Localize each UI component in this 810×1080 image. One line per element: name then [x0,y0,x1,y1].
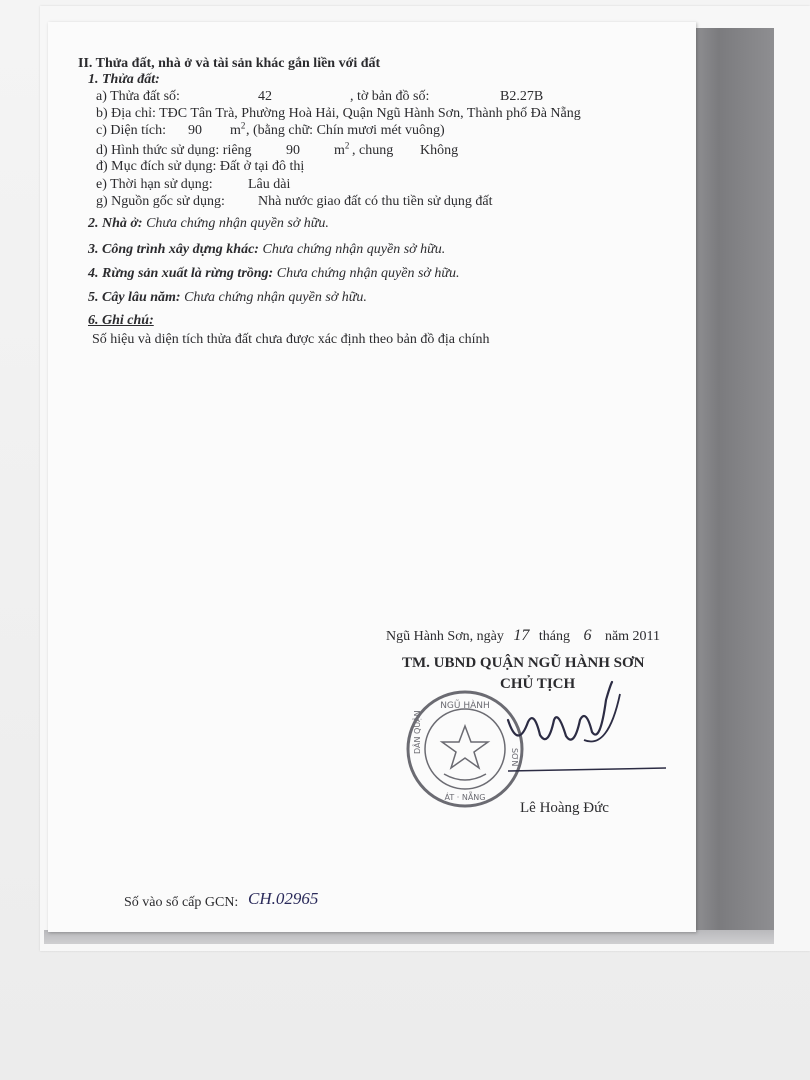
usage-private-unit: $m^2$ [334,140,350,158]
usage-form-label: d) Hình thức sử dụng: riêng [96,143,252,158]
parcel-number-value: 42 [258,89,272,104]
svg-text:ÁT · NẴNG: ÁT · NẴNG [444,793,486,802]
land-parcel-row [96,89,180,105]
signing-month: 6 [583,627,592,644]
svg-text:SƠN: SƠN [510,748,519,767]
land-title: 1. Thửa đất: [88,72,160,87]
usage-origin-value: Nhà nước giao đất có thu tiền sử dụng đất [258,194,493,209]
signing-month-label: tháng [538,629,570,644]
signing-date-row [386,628,660,645]
authority-title: TM. UBND QUẬN NGŨ HÀNH SƠN [402,655,645,671]
area-unit: $m^2$ [230,120,246,138]
house-row [88,216,329,232]
usage-origin-label: g) Nguồn gốc sử dụng: [96,194,225,209]
signature-underline [508,765,668,775]
usage-private-value: 90 [286,143,300,158]
notes-title: 6. Ghi chú: [88,313,154,328]
trees-row [88,290,367,306]
trees-value: Chưa chứng nhận quyền sở hữu. [184,290,367,305]
construction-value: Chưa chứng nhận quyền sở hữu. [262,242,446,257]
signer-name: Lê Hoàng Đức [520,800,609,816]
registry-value: CH.02965 [248,889,319,908]
svg-text:NGŨ HÀNH: NGŨ HÀNH [440,701,490,711]
forest-row [88,266,460,282]
construction-row [88,242,445,258]
signing-place: Ngũ Hành Sơn, ngày [386,629,504,644]
parcel-number-label: a) Thửa đất số: [96,89,180,104]
map-sheet-value: B2.27B [500,89,544,104]
forest-title: 4. Rừng sản xuất là rừng trồng: [88,266,274,281]
forest-value: Chưa chứng nhận quyền sở hữu. [276,266,460,281]
signing-day: 17 [513,627,530,644]
svg-text:DÂN QUẬN: DÂN QUẬN [413,710,422,754]
house-title: 2. Nhà ở: [88,216,143,231]
registry-label: Số vào sổ cấp GCN: [124,895,239,910]
usage-term-label: e) Thời hạn sử dụng: [96,177,213,192]
map-sheet-label: , tờ bản đồ số: [350,89,430,104]
area-label: c) Diện tích: [96,123,166,138]
bottom-edge-shadow [44,930,774,944]
usage-purpose-row: đ) Mục đích sử dụng: Đất ở tại đô thị [96,159,305,174]
usage-term-value: Lâu dài [248,177,291,192]
usage-shared-label: , chung [352,143,394,158]
area-in-words: , (bằng chữ: Chín mươi mét vuông) [246,123,445,138]
area-value: 90 [188,123,202,138]
chairman-role: CHỦ TỊCH [500,676,576,692]
certificate-page [48,22,696,932]
address-row: b) Địa chỉ: TĐC Tân Trà, Phường Hoà Hải, Quận Ngũ Hành Sơn, Thành phố Đà Nẵng [96,106,581,121]
signing-year: năm 2011 [604,629,661,644]
construction-title: 3. Công trình xây dựng khác: [88,242,259,257]
house-value: Chưa chứng nhận quyền sở hữu. [146,216,329,231]
usage-shared-value: Không [420,143,459,158]
handwritten-signature [488,680,638,760]
trees-title: 5. Cây lâu năm: [88,290,181,305]
notes-value: Số hiệu và diện tích thửa đất chưa được xác định theo bản đồ địa chính [92,332,490,347]
section-heading: II. Thửa đất, nhà ở và tài sản khác gắn liền với đất [78,56,381,71]
